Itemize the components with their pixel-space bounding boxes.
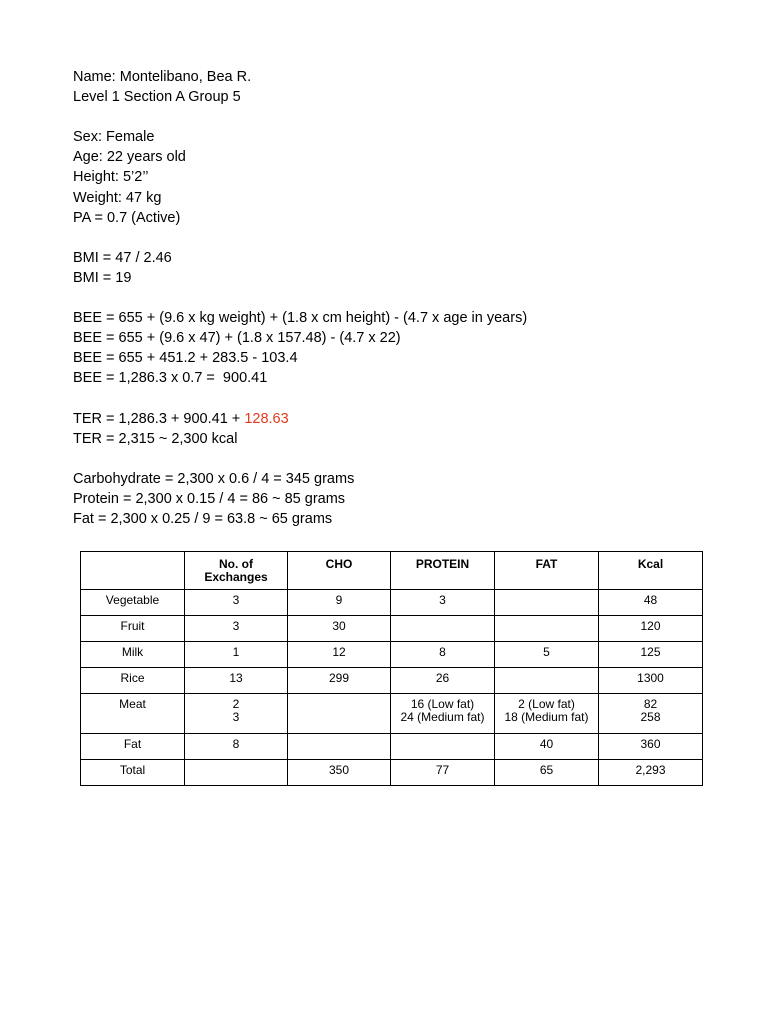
pa-line: PA = 0.7 (Active) bbox=[73, 209, 181, 226]
bee-sum: BEE = 655 + 451.2 + 283.5 - 103.4 bbox=[73, 350, 298, 367]
ter-highlight-value: 128.63 bbox=[244, 410, 289, 427]
total-fat-cell: 65 bbox=[495, 760, 599, 786]
weight-line: Weight: 47 kg bbox=[73, 189, 162, 206]
protein-line: Protein = 2,300 x 0.15 / 4 = 86 ~ 85 grams bbox=[73, 490, 346, 507]
kcal-cell: 48 bbox=[599, 590, 703, 616]
header-exchanges: No. of Exchanges bbox=[185, 552, 288, 590]
exchanges-cell: 3 bbox=[185, 616, 288, 642]
bmi-result: BMI = 19 bbox=[73, 269, 132, 286]
table-row bbox=[81, 734, 703, 760]
table-header-row bbox=[81, 552, 703, 590]
food-group-cell: Fat bbox=[81, 734, 185, 760]
food-group-cell: Meat bbox=[81, 694, 185, 734]
kcal-cell: 120 bbox=[599, 616, 703, 642]
student-section: Level 1 Section A Group 5 bbox=[73, 89, 241, 106]
cho-cell: 299 bbox=[288, 668, 391, 694]
protein-cell bbox=[391, 734, 495, 760]
header-kcal: Kcal bbox=[599, 552, 703, 590]
total-cho-cell: 350 bbox=[288, 760, 391, 786]
protein-cell: 26 bbox=[391, 668, 495, 694]
student-name: Name: Montelibano, Bea R. bbox=[73, 69, 252, 85]
carbohydrate-line: Carbohydrate = 2,300 x 0.6 / 4 = 345 grams bbox=[73, 470, 355, 487]
fat-cell bbox=[495, 616, 599, 642]
protein-cell: 3 bbox=[391, 590, 495, 616]
bee-formula: BEE = 655 + (9.6 x kg weight) + (1.8 x cm height) - (4.7 x age in years) bbox=[73, 310, 528, 327]
exchanges-cell: 1 bbox=[185, 642, 288, 668]
bmi-formula: BMI = 47 / 2.46 bbox=[73, 249, 172, 266]
exchange-table bbox=[80, 551, 703, 786]
protein-cell: 8 bbox=[391, 642, 495, 668]
fat-cell: 40 bbox=[495, 734, 599, 760]
ter-formula bbox=[73, 409, 713, 429]
table-row bbox=[81, 668, 703, 694]
exchanges-cell: 2 3 bbox=[185, 694, 288, 734]
cho-cell: 30 bbox=[288, 616, 391, 642]
sex-line: Sex: Female bbox=[73, 129, 155, 146]
food-group-cell: Rice bbox=[81, 668, 185, 694]
height-line: Height: 5’2’’ bbox=[73, 169, 149, 186]
header-fat: FAT bbox=[495, 552, 599, 590]
kcal-cell: 125 bbox=[599, 642, 703, 668]
food-group-cell: Fruit bbox=[81, 616, 185, 642]
cho-cell: 9 bbox=[288, 590, 391, 616]
total-kcal-cell: 2,293 bbox=[599, 760, 703, 786]
header-protein: PROTEIN bbox=[391, 552, 495, 590]
exchanges-cell: 13 bbox=[185, 668, 288, 694]
bee-substitution: BEE = 655 + (9.6 x 47) + (1.8 x 157.48) - (4.7 x 22) bbox=[73, 330, 401, 347]
exchanges-cell: 8 bbox=[185, 734, 288, 760]
fat-cell: 5 bbox=[495, 642, 599, 668]
cho-cell bbox=[288, 734, 391, 760]
table-row bbox=[81, 694, 703, 734]
food-group-cell: Vegetable bbox=[81, 590, 185, 616]
document-body bbox=[73, 67, 713, 529]
kcal-cell: 1300 bbox=[599, 668, 703, 694]
table-total-row bbox=[81, 760, 703, 786]
age-line: Age: 22 years old bbox=[73, 149, 186, 166]
protein-cell: 16 (Low fat) 24 (Medium fat) bbox=[391, 694, 495, 734]
protein-cell bbox=[391, 616, 495, 642]
fat-cell bbox=[495, 590, 599, 616]
bee-result: BEE = 1,286.3 x 0.7 = 900.41 bbox=[73, 370, 268, 387]
kcal-cell: 360 bbox=[599, 734, 703, 760]
table-row bbox=[81, 616, 703, 642]
table-row bbox=[81, 590, 703, 616]
header-blank bbox=[81, 552, 185, 590]
table-row bbox=[81, 642, 703, 668]
kcal-cell: 82 258 bbox=[599, 694, 703, 734]
ter-formula-text: TER = 1,286.3 + 900.41 + bbox=[73, 410, 245, 427]
exchanges-cell: 3 bbox=[185, 590, 288, 616]
fat-cell bbox=[495, 668, 599, 694]
total-exchanges-cell bbox=[185, 760, 288, 786]
fat-cell: 2 (Low fat) 18 (Medium fat) bbox=[495, 694, 599, 734]
fat-line: Fat = 2,300 x 0.25 / 9 = 63.8 ~ 65 grams bbox=[73, 511, 333, 528]
total-protein-cell: 77 bbox=[391, 760, 495, 786]
food-group-cell: Milk bbox=[81, 642, 185, 668]
total-label-cell: Total bbox=[81, 760, 185, 786]
cho-cell: 12 bbox=[288, 642, 391, 668]
ter-result: TER = 2,315 ~ 2,300 kcal bbox=[73, 430, 238, 447]
cho-cell bbox=[288, 694, 391, 734]
header-cho: CHO bbox=[288, 552, 391, 590]
